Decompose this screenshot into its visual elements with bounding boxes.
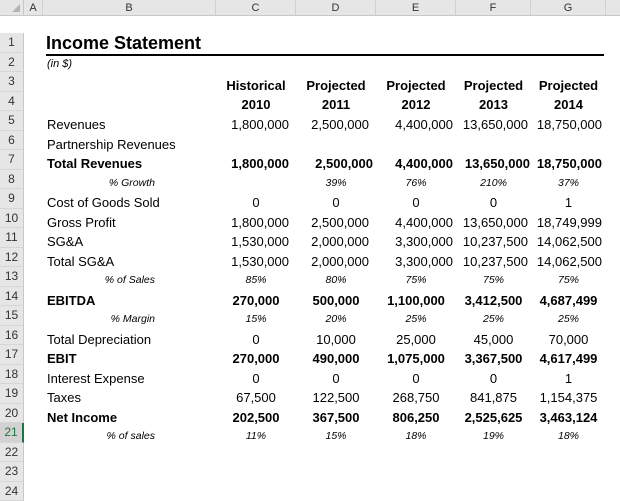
label-total-depreciation[interactable]: Total Depreciation: [47, 330, 151, 350]
header-year-g[interactable]: 2014: [531, 95, 606, 115]
cell-interest-2010[interactable]: 0: [216, 369, 296, 389]
cell-growth-2014[interactable]: 37%: [531, 174, 606, 194]
column-header-g[interactable]: G: [531, 0, 606, 16]
cell-gross-profit-2012[interactable]: 4,400,000: [376, 213, 453, 233]
row-header-8[interactable]: 8: [0, 170, 24, 190]
cell-pct-of-sales-2011[interactable]: 80%: [296, 271, 376, 291]
label-total-sga[interactable]: Total SG&A: [47, 252, 114, 272]
cell-margin-2010[interactable]: 15%: [216, 310, 296, 330]
cell-sga-2011[interactable]: 2,000,000: [296, 232, 369, 252]
row-header-16[interactable]: 16: [0, 326, 24, 346]
row-header-5[interactable]: 5: [0, 111, 24, 131]
row-header-17[interactable]: 17: [0, 345, 24, 365]
cell-margin-2012[interactable]: 25%: [376, 310, 456, 330]
select-all-corner[interactable]: [0, 0, 24, 16]
row-header-3[interactable]: 3: [0, 72, 24, 92]
cell-taxes-2011[interactable]: 122,500: [296, 388, 376, 408]
cell-net-income-2013[interactable]: 2,525,625: [456, 408, 531, 428]
header-year-d[interactable]: 2011: [296, 95, 376, 115]
row-header-22[interactable]: 22: [0, 443, 24, 463]
cell-gross-profit-2014[interactable]: 18,749,999: [531, 213, 602, 233]
cell-depreciation-2010[interactable]: 0: [216, 330, 296, 350]
label-net-pct-of-sales[interactable]: % of sales: [43, 427, 155, 447]
cell-cogs-2012[interactable]: 0: [376, 193, 456, 213]
row-header-20[interactable]: 20: [0, 404, 24, 424]
row-header-1[interactable]: 1: [0, 33, 24, 53]
column-header-e[interactable]: E: [376, 0, 456, 16]
cell-sga-2012[interactable]: 3,300,000: [376, 232, 453, 252]
row-header-7[interactable]: 7: [0, 150, 24, 170]
cell-total-sga-2014[interactable]: 14,062,500: [531, 252, 602, 272]
header-projected-d[interactable]: Projected: [296, 76, 376, 96]
label-margin[interactable]: % Margin: [43, 310, 155, 330]
cell-revenues-2012[interactable]: 4,400,000: [376, 115, 453, 135]
cell-sga-2014[interactable]: 14,062,500: [531, 232, 602, 252]
cell-growth-2011[interactable]: 39%: [296, 174, 376, 194]
cell-depreciation-2014[interactable]: 70,000: [531, 330, 606, 350]
column-header-a[interactable]: A: [24, 0, 43, 16]
row-header-14[interactable]: 14: [0, 287, 24, 307]
header-year-e[interactable]: 2012: [376, 95, 456, 115]
row-header-6[interactable]: 6: [0, 131, 24, 151]
cell-net-income-2012[interactable]: 806,250: [376, 408, 456, 428]
label-gross-profit[interactable]: Gross Profit: [47, 213, 116, 233]
cell-ebitda-2014[interactable]: 4,687,499: [531, 291, 606, 311]
cell-ebitda-2012[interactable]: 1,100,000: [376, 291, 456, 311]
cell-ebitda-2013[interactable]: 3,412,500: [456, 291, 531, 311]
label-ebitda[interactable]: EBITDA: [47, 291, 95, 311]
cell-net-pct-2014[interactable]: 18%: [531, 427, 606, 447]
header-projected-g[interactable]: Projected: [531, 76, 606, 96]
cell-interest-2011[interactable]: 0: [296, 369, 376, 389]
row-header-23[interactable]: 23: [0, 462, 24, 482]
cell-taxes-2010[interactable]: 67,500: [216, 388, 296, 408]
cell-interest-2014[interactable]: 1: [531, 369, 606, 389]
cell-net-income-2010[interactable]: 202,500: [216, 408, 296, 428]
cell-growth-2012[interactable]: 76%: [376, 174, 456, 194]
cell-total-revenues-2012[interactable]: 4,400,000: [376, 154, 453, 174]
header-year-c[interactable]: 2010: [216, 95, 296, 115]
column-header-c[interactable]: C: [216, 0, 296, 16]
header-year-f[interactable]: 2013: [456, 95, 531, 115]
cell-cogs-2013[interactable]: 0: [456, 193, 531, 213]
cell-ebit-2014[interactable]: 4,617,499: [531, 349, 606, 369]
cell-total-revenues-2013[interactable]: 13,650,000: [456, 154, 530, 174]
cell-revenues-2014[interactable]: 18,750,000: [531, 115, 602, 135]
row-header-18[interactable]: 18: [0, 365, 24, 385]
label-revenues[interactable]: Revenues: [47, 115, 106, 135]
cell-gross-profit-2011[interactable]: 2,500,000: [296, 213, 369, 233]
cell-net-pct-2011[interactable]: 15%: [296, 427, 376, 447]
cell-net-pct-2013[interactable]: 19%: [456, 427, 531, 447]
cell-taxes-2013[interactable]: 841,875: [456, 388, 531, 408]
cell-margin-2013[interactable]: 25%: [456, 310, 531, 330]
cell-gross-profit-2010[interactable]: 1,800,000: [216, 213, 289, 233]
label-net-income[interactable]: Net Income: [47, 408, 117, 428]
row-header-19[interactable]: 19: [0, 384, 24, 404]
row-header-4[interactable]: 4: [0, 92, 24, 112]
cell-cogs-2011[interactable]: 0: [296, 193, 376, 213]
label-sga[interactable]: SG&A: [47, 232, 83, 252]
row-header-12[interactable]: 12: [0, 248, 24, 268]
cell-net-income-2014[interactable]: 3,463,124: [531, 408, 606, 428]
cell-depreciation-2011[interactable]: 10,000: [296, 330, 376, 350]
label-interest-expense[interactable]: Interest Expense: [47, 369, 145, 389]
cell-ebit-2011[interactable]: 490,000: [296, 349, 376, 369]
label-cogs[interactable]: Cost of Goods Sold: [47, 193, 160, 213]
label-total-revenues[interactable]: Total Revenues: [47, 154, 142, 174]
cell-taxes-2012[interactable]: 268,750: [376, 388, 456, 408]
label-ebit[interactable]: EBIT: [47, 349, 77, 369]
label-pct-of-sales[interactable]: % of Sales: [43, 271, 155, 291]
cell-ebitda-2011[interactable]: 500,000: [296, 291, 376, 311]
sheet-title[interactable]: Income Statement: [46, 33, 201, 54]
cell-total-sga-2011[interactable]: 2,000,000: [296, 252, 369, 272]
select-all-triangle-icon: [12, 4, 20, 12]
cell-depreciation-2013[interactable]: 45,000: [456, 330, 531, 350]
row-header-11[interactable]: 11: [0, 228, 24, 248]
cell-total-sga-2013[interactable]: 10,237,500: [456, 252, 528, 272]
cell-total-sga-2010[interactable]: 1,530,000: [216, 252, 289, 272]
cell-net-pct-2010[interactable]: 11%: [216, 427, 296, 447]
cell-total-sga-2012[interactable]: 3,300,000: [376, 252, 453, 272]
header-projected-e[interactable]: Projected: [376, 76, 456, 96]
header-projected-f[interactable]: Projected: [456, 76, 531, 96]
column-header-d[interactable]: D: [296, 0, 376, 16]
cell-net-pct-2012[interactable]: 18%: [376, 427, 456, 447]
cell-gross-profit-2013[interactable]: 13,650,000: [456, 213, 528, 233]
cell-sga-2013[interactable]: 10,237,500: [456, 232, 528, 252]
cell-depreciation-2012[interactable]: 25,000: [376, 330, 456, 350]
row-header-2[interactable]: 2: [0, 53, 24, 73]
cell-total-revenues-2010[interactable]: 1,800,000: [216, 154, 289, 174]
cell-revenues-2010[interactable]: 1,800,000: [216, 115, 289, 135]
header-historical-c[interactable]: Historical: [216, 76, 296, 96]
cell-ebitda-2010[interactable]: 270,000: [216, 291, 296, 311]
label-taxes[interactable]: Taxes: [47, 388, 81, 408]
cell-total-revenues-2014[interactable]: 18,750,000: [531, 154, 602, 174]
row-header-15[interactable]: 15: [0, 306, 24, 326]
row-header-13[interactable]: 13: [0, 267, 24, 287]
cell-ebit-2013[interactable]: 3,367,500: [456, 349, 531, 369]
cell-cogs-2014[interactable]: 1: [531, 193, 606, 213]
label-growth[interactable]: % Growth: [43, 174, 155, 194]
cell-revenues-2011[interactable]: 2,500,000: [296, 115, 369, 135]
row-header-24[interactable]: 24: [0, 482, 24, 501]
cell-sga-2010[interactable]: 1,530,000: [216, 232, 289, 252]
cell-pct-of-sales-2013[interactable]: 75%: [456, 271, 531, 291]
cell-pct-of-sales-2010[interactable]: 85%: [216, 271, 296, 291]
cell-cogs-2010[interactable]: 0: [216, 193, 296, 213]
cell-interest-2012[interactable]: 0: [376, 369, 456, 389]
column-header-b[interactable]: B: [43, 0, 216, 16]
row-header-9[interactable]: 9: [0, 189, 24, 209]
cell-revenues-2013[interactable]: 13,650,000: [456, 115, 528, 135]
cell-net-income-2011[interactable]: 367,500: [296, 408, 376, 428]
cell-total-revenues-2011[interactable]: 2,500,000: [296, 154, 373, 174]
cell-margin-2011[interactable]: 20%: [296, 310, 376, 330]
row-header-21[interactable]: 21: [0, 423, 24, 443]
sheet-subtitle[interactable]: (in $): [47, 58, 72, 70]
cell-taxes-2014[interactable]: 1,154,375: [531, 388, 606, 408]
label-partnership-revenues[interactable]: Partnership Revenues: [47, 135, 176, 155]
cell-growth-2013[interactable]: 210%: [456, 174, 531, 194]
column-header-f[interactable]: F: [456, 0, 531, 16]
cell-pct-of-sales-2012[interactable]: 75%: [376, 271, 456, 291]
cell-ebit-2012[interactable]: 1,075,000: [376, 349, 456, 369]
cell-margin-2014[interactable]: 25%: [531, 310, 606, 330]
row-header-10[interactable]: 10: [0, 209, 24, 229]
cell-interest-2013[interactable]: 0: [456, 369, 531, 389]
cell-pct-of-sales-2014[interactable]: 75%: [531, 271, 606, 291]
title-underline: [46, 54, 604, 56]
column-header-overflow: [606, 0, 620, 16]
cell-ebit-2010[interactable]: 270,000: [216, 349, 296, 369]
